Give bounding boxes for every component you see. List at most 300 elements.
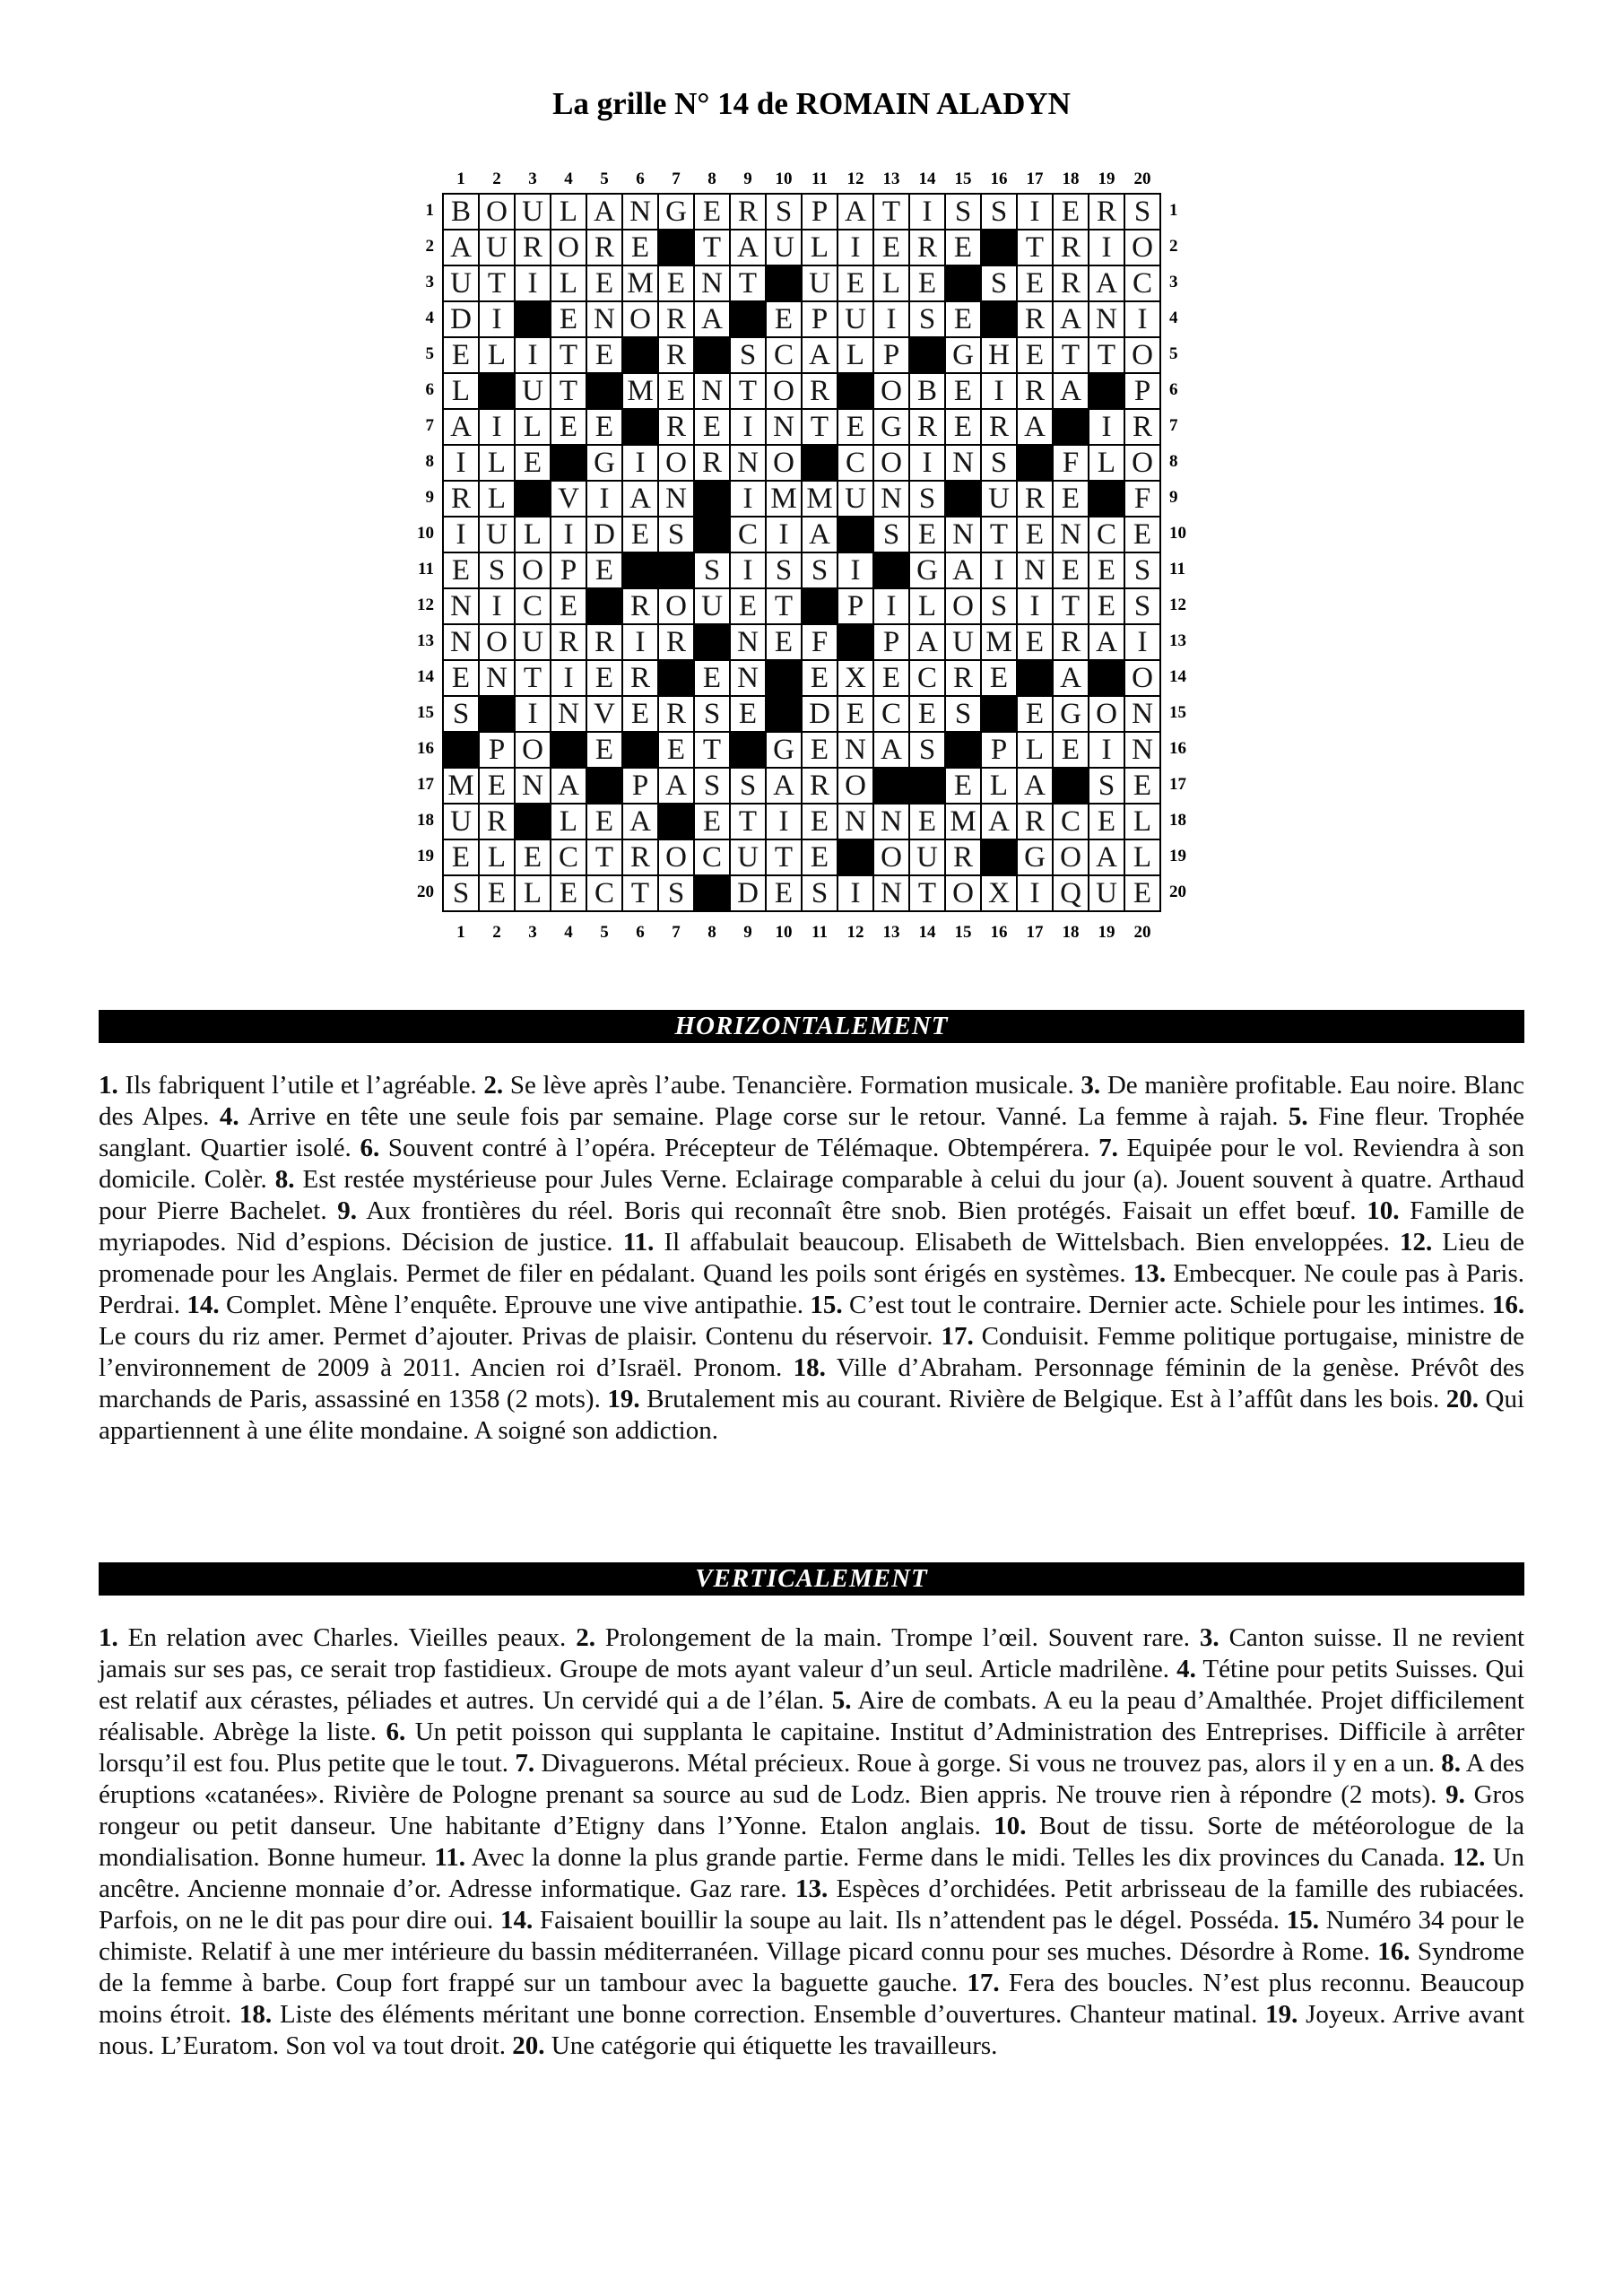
clue-text: Equipée pour le vol. Reviendra à son domicile. Colèr. <box>99 1134 1525 1194</box>
grid-cell: E <box>695 195 729 229</box>
grid-cell: A <box>874 733 908 767</box>
clue-number: 11. <box>622 1228 655 1257</box>
grid-cell: L <box>803 230 837 265</box>
grid-cell: G <box>1018 840 1052 874</box>
col-number: 14 <box>918 923 936 942</box>
row-number: 17 <box>417 775 434 794</box>
clue-text: Se lève après l’aube. Tenancière. Formation musicale. <box>509 1071 1074 1100</box>
grid-cell: I <box>1018 589 1052 623</box>
col-number: 17 <box>1026 923 1044 942</box>
grid-cell: U <box>946 625 980 659</box>
grid-cell: I <box>731 553 765 587</box>
grid-cell: S <box>910 733 944 767</box>
grid-cell: I <box>516 338 550 372</box>
col-number: 17 <box>1026 170 1044 188</box>
grid-center <box>442 162 1161 943</box>
grid-cell-black <box>551 733 586 767</box>
grid-cell-black <box>587 769 621 803</box>
grid-cell: I <box>623 446 657 480</box>
grid-cell: E <box>480 876 514 910</box>
grid-cell: S <box>659 517 693 552</box>
grid-cell: E <box>587 661 621 695</box>
clue-number: 2. <box>483 1071 504 1100</box>
row-number: 6 <box>425 380 434 399</box>
grid-cell: N <box>444 625 478 659</box>
horizontal-header-label: HORIZONTALEMENT <box>674 1012 949 1040</box>
grid-cell: U <box>444 804 478 839</box>
grid-cell: R <box>1125 410 1159 444</box>
grid-cell-black <box>1089 374 1124 408</box>
grid-cell: M <box>946 804 980 839</box>
clue-text: Il affabulait beaucoup. Elisabeth de Wittelsbach. Bien enveloppées. <box>664 1228 1390 1257</box>
grid-cell-black <box>695 482 729 516</box>
grid-cell: N <box>874 482 908 516</box>
grid-cell: P <box>838 589 872 623</box>
grid-cell-black <box>767 697 801 731</box>
grid-cell: R <box>1054 266 1088 300</box>
grid-cell-black <box>838 840 872 874</box>
clue-number: 10. <box>1367 1196 1400 1225</box>
clue-number: 10. <box>994 1812 1027 1840</box>
grid-cell: S <box>444 876 478 910</box>
grid-cell: Q <box>1054 876 1088 910</box>
grid-cell: P <box>803 195 837 229</box>
grid-cell: C <box>1125 266 1159 300</box>
grid-cell: N <box>444 589 478 623</box>
grid-cell: N <box>946 517 980 552</box>
clue-number: 12. <box>1453 1843 1486 1872</box>
grid-cell: A <box>910 625 944 659</box>
grid-cell: I <box>838 553 872 587</box>
col-number: 6 <box>636 923 645 942</box>
grid-cell-black <box>659 230 693 265</box>
col-number: 3 <box>528 170 537 188</box>
grid-cell: I <box>910 195 944 229</box>
grid-cell: T <box>731 804 765 839</box>
grid-cell: E <box>1018 517 1052 552</box>
grid-cell: U <box>480 230 514 265</box>
grid-cell: O <box>1089 697 1124 731</box>
grid-cell: O <box>659 840 693 874</box>
grid-cell: F <box>1125 482 1159 516</box>
clue-text: A des éruptions «catanées». Rivière de Pologne prenant sa source au sud de Lodz. Bien appris. Ne trouve rien à répondre (2 mots). <box>99 1749 1525 1809</box>
grid-cell: T <box>1089 338 1124 372</box>
grid-cell: F <box>1054 446 1088 480</box>
grid-cell: I <box>838 230 872 265</box>
grid-cell: O <box>1125 338 1159 372</box>
grid-cell-black <box>659 804 693 839</box>
grid-cell: O <box>516 733 550 767</box>
grid-cell: S <box>910 482 944 516</box>
grid-cell-black <box>910 769 944 803</box>
grid-cell: M <box>982 625 1016 659</box>
clue-number: 7. <box>515 1749 535 1778</box>
grid-cell: S <box>731 769 765 803</box>
grid-cell: D <box>803 697 837 731</box>
row-number: 18 <box>417 811 434 830</box>
grid-cell: E <box>946 302 980 336</box>
clue-text: Famille de myriapodes. Nid d’espions. Décision de justice. <box>99 1196 1524 1257</box>
col-number: 11 <box>812 923 828 942</box>
col-number: 3 <box>528 923 537 942</box>
grid-cell: P <box>803 302 837 336</box>
grid-cell: E <box>838 697 872 731</box>
grid-cell: N <box>838 733 872 767</box>
grid-cell: E <box>551 876 586 910</box>
grid-cell: E <box>946 230 980 265</box>
grid-cell: U <box>516 195 550 229</box>
clue-number: 18. <box>793 1353 826 1382</box>
grid-cell: E <box>731 589 765 623</box>
row-number: 5 <box>1169 344 1178 363</box>
grid-cell-black <box>516 302 550 336</box>
grid-cell-black <box>623 338 657 372</box>
grid-cell: N <box>731 661 765 695</box>
grid-cell: E <box>623 697 657 731</box>
left-numbers <box>417 193 442 943</box>
grid-cell: N <box>623 195 657 229</box>
col-number: 10 <box>775 923 793 942</box>
grid-cell: L <box>551 195 586 229</box>
clue-text: Une catégorie qui étiquette les travailleurs. <box>551 2031 998 2060</box>
grid-cell: E <box>1054 553 1088 587</box>
grid-cell: G <box>587 446 621 480</box>
row-number: 19 <box>417 847 434 865</box>
clue-number: 18. <box>239 2000 273 2029</box>
grid-cell: O <box>1125 446 1159 480</box>
clue-number: 20. <box>512 2031 545 2060</box>
grid-cell: N <box>695 266 729 300</box>
grid-cell: N <box>946 446 980 480</box>
row-number: 9 <box>1169 488 1178 507</box>
col-number: 12 <box>846 923 864 942</box>
grid-cell: C <box>767 338 801 372</box>
grid-cell-black <box>1089 661 1124 695</box>
page-title: La grille N° 14 de ROMAIN ALADYN <box>552 86 1071 121</box>
grid-cell-black <box>803 446 837 480</box>
grid-cell: E <box>1089 804 1124 839</box>
grid-cell: C <box>516 589 550 623</box>
grid-cell: P <box>551 553 586 587</box>
clue-text: Fine fleur. Trophée sanglant. Quartier isolé. <box>99 1102 1525 1162</box>
clue-text: Brutalement mis au courant. Rivière de Belgique. Est à l’affût dans les bois. <box>647 1385 1440 1413</box>
grid-cell: C <box>695 840 729 874</box>
grid-cell: O <box>480 625 514 659</box>
clue-number: 14. <box>500 1906 534 1935</box>
clue-number: 3. <box>1081 1071 1101 1100</box>
grid-cell: L <box>444 374 478 408</box>
grid-cell: S <box>695 697 729 731</box>
grid-cell: T <box>803 410 837 444</box>
row-number: 12 <box>417 596 434 614</box>
grid-cell: E <box>659 266 693 300</box>
grid-cell: I <box>444 446 478 480</box>
grid-cell: E <box>587 338 621 372</box>
grid-cell: T <box>982 517 1016 552</box>
clue-text: Qui appartiennent à une élite mondaine. A soigné son addiction. <box>99 1385 1525 1445</box>
grid-cell: T <box>767 589 801 623</box>
clue-number: 5. <box>831 1686 852 1715</box>
clue-text: Avec la donne la plus grande partie. Ferme dans le midi. Telles les dix provinces du Canada. <box>471 1843 1445 1872</box>
grid-cell: O <box>874 374 908 408</box>
grid-cell: O <box>659 446 693 480</box>
grid-cell: L <box>874 266 908 300</box>
col-number: 4 <box>564 170 573 188</box>
grid-cell: E <box>767 876 801 910</box>
grid-cell: S <box>910 302 944 336</box>
grid-cell: N <box>1125 733 1159 767</box>
grid-cell: S <box>731 338 765 372</box>
crossword-area <box>417 162 1186 943</box>
grid-cell-black <box>874 769 908 803</box>
grid-cell-black <box>946 266 980 300</box>
grid-cell: E <box>1089 589 1124 623</box>
grid-cell: D <box>444 302 478 336</box>
grid-cell: T <box>731 266 765 300</box>
grid-cell-black <box>982 697 1016 731</box>
grid-cell: U <box>982 482 1016 516</box>
grid-cell: I <box>767 517 801 552</box>
row-number: 4 <box>425 309 434 327</box>
grid-cell: S <box>444 697 478 731</box>
grid-cell: R <box>731 195 765 229</box>
grid-cell: U <box>838 482 872 516</box>
col-number: 15 <box>954 170 972 188</box>
grid-cell: E <box>946 374 980 408</box>
clue-text: Souvent contré à l’opéra. Précepteur de Télémaque. Obtempérera. <box>387 1134 1090 1162</box>
grid-cell: U <box>516 625 550 659</box>
grid-cell-black <box>803 589 837 623</box>
grid-cell: B <box>910 374 944 408</box>
grid-cell: R <box>587 230 621 265</box>
grid-cell: R <box>1018 374 1052 408</box>
grid-cell: N <box>767 410 801 444</box>
clue-text: Un ancêtre. Ancienne monnaie d’or. Adresse informatique. Gaz rare. <box>99 1843 1525 1903</box>
row-number: 2 <box>1169 237 1178 256</box>
clue-text: Numéro 34 pour le chimiste. Relatif à une mer intérieure du bassin méditerranéen. Village picard connu pour ses muches. Désordre à Rome. <box>99 1906 1525 1966</box>
grid-cell: E <box>838 266 872 300</box>
clue-number: 4. <box>1176 1655 1196 1683</box>
col-number: 2 <box>492 923 501 942</box>
grid-cell: A <box>1089 625 1124 659</box>
top-numbers <box>442 162 1161 189</box>
grid-cell-black <box>1018 661 1052 695</box>
grid-cell-black <box>767 661 801 695</box>
grid-cell: M <box>767 482 801 516</box>
clue-number: 11. <box>434 1843 465 1872</box>
col-number: 13 <box>882 170 900 188</box>
grid-cell-black <box>695 876 729 910</box>
grid-cell-black <box>695 625 729 659</box>
col-number: 10 <box>775 170 793 188</box>
grid-cell: O <box>480 195 514 229</box>
grid-cell: I <box>874 302 908 336</box>
grid-cell: S <box>874 517 908 552</box>
grid-cell-black <box>551 446 586 480</box>
grid-cell-black <box>910 338 944 372</box>
grid-cell: A <box>1054 661 1088 695</box>
grid-cell: G <box>874 410 908 444</box>
grid-cell: I <box>1018 195 1052 229</box>
grid-cell: O <box>1125 661 1159 695</box>
row-number: 8 <box>425 452 434 471</box>
grid-cell: O <box>551 230 586 265</box>
grid-cell: S <box>946 697 980 731</box>
grid-cell: L <box>516 517 550 552</box>
grid-cell: S <box>803 876 837 910</box>
col-number: 9 <box>743 923 752 942</box>
clue-text: Lieu de promenade pour les Anglais. Permet de filer en pédalant. Quand les poils sont érigés en systèmes. <box>99 1228 1525 1288</box>
grid-cell: R <box>551 625 586 659</box>
grid-cell: A <box>1089 266 1124 300</box>
grid-cell: O <box>874 446 908 480</box>
grid-cell: E <box>803 840 837 874</box>
grid-cell: O <box>767 374 801 408</box>
vertical-header-label: VERTICALEMENT <box>695 1564 928 1593</box>
col-number: 1 <box>456 170 465 188</box>
grid-cell: E <box>803 661 837 695</box>
grid-cell: E <box>910 266 944 300</box>
clue-text: Bout de tissu. Sorte de météorologue de la mondialisation. Bonne humeur. <box>99 1812 1525 1872</box>
grid-cell: X <box>838 661 872 695</box>
grid-cell-black <box>946 482 980 516</box>
grid-cell: E <box>767 302 801 336</box>
grid-cell: C <box>1054 804 1088 839</box>
grid-cell: I <box>982 374 1016 408</box>
grid-cell: V <box>551 482 586 516</box>
grid-cell: U <box>838 302 872 336</box>
grid-cell: E <box>946 410 980 444</box>
grid-cell: E <box>1125 769 1159 803</box>
grid-cell: I <box>480 589 514 623</box>
row-number: 13 <box>417 631 434 650</box>
grid-cell-black <box>516 482 550 516</box>
row-number: 15 <box>417 703 434 722</box>
grid-cell: G <box>1054 697 1088 731</box>
grid-cell: A <box>767 769 801 803</box>
grid-cell: E <box>444 661 478 695</box>
grid-cell: E <box>1054 482 1088 516</box>
grid-cell-black <box>480 374 514 408</box>
grid-cell: I <box>480 302 514 336</box>
grid-cell: A <box>623 804 657 839</box>
row-number: 12 <box>1169 596 1186 614</box>
clue-text: Un petit poisson qui supplanta le capitaine. Institut d’Administration des Entreprises. Difficile à arrêter lorsqu’il est fou. Plus petite que le tout. <box>99 1718 1525 1778</box>
grid-cell: E <box>1089 553 1124 587</box>
grid-cell-black <box>444 733 478 767</box>
grid-cell: I <box>551 517 586 552</box>
clue-text: Embecquer. Ne coule pas à Paris. Perdrai. <box>99 1259 1524 1319</box>
grid-cell-black <box>1054 410 1088 444</box>
clue-text: Prolongement de la main. Trompe l’œil. Souvent rare. <box>604 1623 1190 1652</box>
grid-cell: G <box>767 733 801 767</box>
grid-cell-black <box>982 230 1016 265</box>
grid-cell-black <box>731 733 765 767</box>
grid-cell: R <box>659 338 693 372</box>
grid-cell: I <box>1089 733 1124 767</box>
col-number: 1 <box>456 923 465 942</box>
grid-cell: L <box>480 446 514 480</box>
row-number: 3 <box>425 273 434 291</box>
grid-cell: U <box>1089 876 1124 910</box>
grid-cell: N <box>695 374 729 408</box>
grid-cell: A <box>695 302 729 336</box>
row-number: 13 <box>1169 631 1186 650</box>
col-number: 5 <box>600 923 609 942</box>
grid-cell: A <box>731 230 765 265</box>
grid-cell: I <box>516 697 550 731</box>
clue-text: Fera des boucles. N’est plus reconnu. Beaucoup moins étroit. <box>99 1969 1524 2029</box>
grid-cell: E <box>910 804 944 839</box>
grid-cell: R <box>1054 625 1088 659</box>
col-number: 14 <box>918 170 936 188</box>
row-number: 14 <box>417 667 434 686</box>
grid-cell-black <box>982 840 1016 874</box>
grid-cell: E <box>516 446 550 480</box>
grid-cell: E <box>659 374 693 408</box>
grid-cell: L <box>910 589 944 623</box>
grid-cell: S <box>946 195 980 229</box>
grid-cell: E <box>587 410 621 444</box>
clue-text: Ils fabriquent l’utile et l’agréable. <box>125 1071 477 1100</box>
grid-cell: I <box>982 553 1016 587</box>
grid-cell: O <box>874 840 908 874</box>
row-number: 9 <box>425 488 434 507</box>
clue-text: Arrive en tête une seule fois par semaine. Plage corse sur le retour. Vanné. La femme à rajah. <box>247 1102 1279 1131</box>
grid-cell: T <box>551 338 586 372</box>
grid-cell: I <box>1089 410 1124 444</box>
grid-cell: L <box>516 876 550 910</box>
grid-cell-black <box>838 374 872 408</box>
clue-number: 17. <box>967 1969 1000 1997</box>
clue-number: 15. <box>810 1291 843 1319</box>
col-number: 9 <box>743 170 752 188</box>
grid-cell: E <box>874 661 908 695</box>
clue-number: 17. <box>941 1322 974 1351</box>
grid-cell: T <box>695 733 729 767</box>
row-number: 7 <box>425 416 434 435</box>
grid-cell: S <box>695 769 729 803</box>
clue-number: 19. <box>1265 2000 1298 2029</box>
grid-cell: T <box>551 374 586 408</box>
grid-cell: S <box>695 553 729 587</box>
grid-cell: S <box>982 446 1016 480</box>
grid-cell: O <box>659 589 693 623</box>
grid-cell: D <box>587 517 621 552</box>
grid-cell: A <box>1054 374 1088 408</box>
clue-text: Le cours du riz amer. Permet d’ajouter. Privas de plaisir. Contenu du réservoir. <box>99 1322 933 1351</box>
clue-text: Aux frontières du réel. Boris qui reconnaît être snob. Bien protégés. Faisait un effet bœuf. <box>366 1196 1357 1225</box>
grid-cell: R <box>516 230 550 265</box>
grid-cell: T <box>1018 230 1052 265</box>
grid-cell: I <box>551 661 586 695</box>
clue-number: 13. <box>795 1874 829 1903</box>
grid-cell: E <box>695 410 729 444</box>
grid-cell: D <box>731 876 765 910</box>
grid-cell-black <box>659 661 693 695</box>
grid-cell: E <box>874 230 908 265</box>
grid-cell: I <box>1089 230 1124 265</box>
clue-number: 3. <box>1199 1623 1219 1652</box>
clue-number: 12. <box>1399 1228 1433 1257</box>
clue-number: 14. <box>187 1291 220 1319</box>
grid-cell: T <box>695 230 729 265</box>
col-number: 18 <box>1062 923 1080 942</box>
grid-cell: H <box>982 338 1016 372</box>
grid-cell: E <box>551 410 586 444</box>
grid-cell: E <box>444 553 478 587</box>
grid-cell: V <box>587 697 621 731</box>
